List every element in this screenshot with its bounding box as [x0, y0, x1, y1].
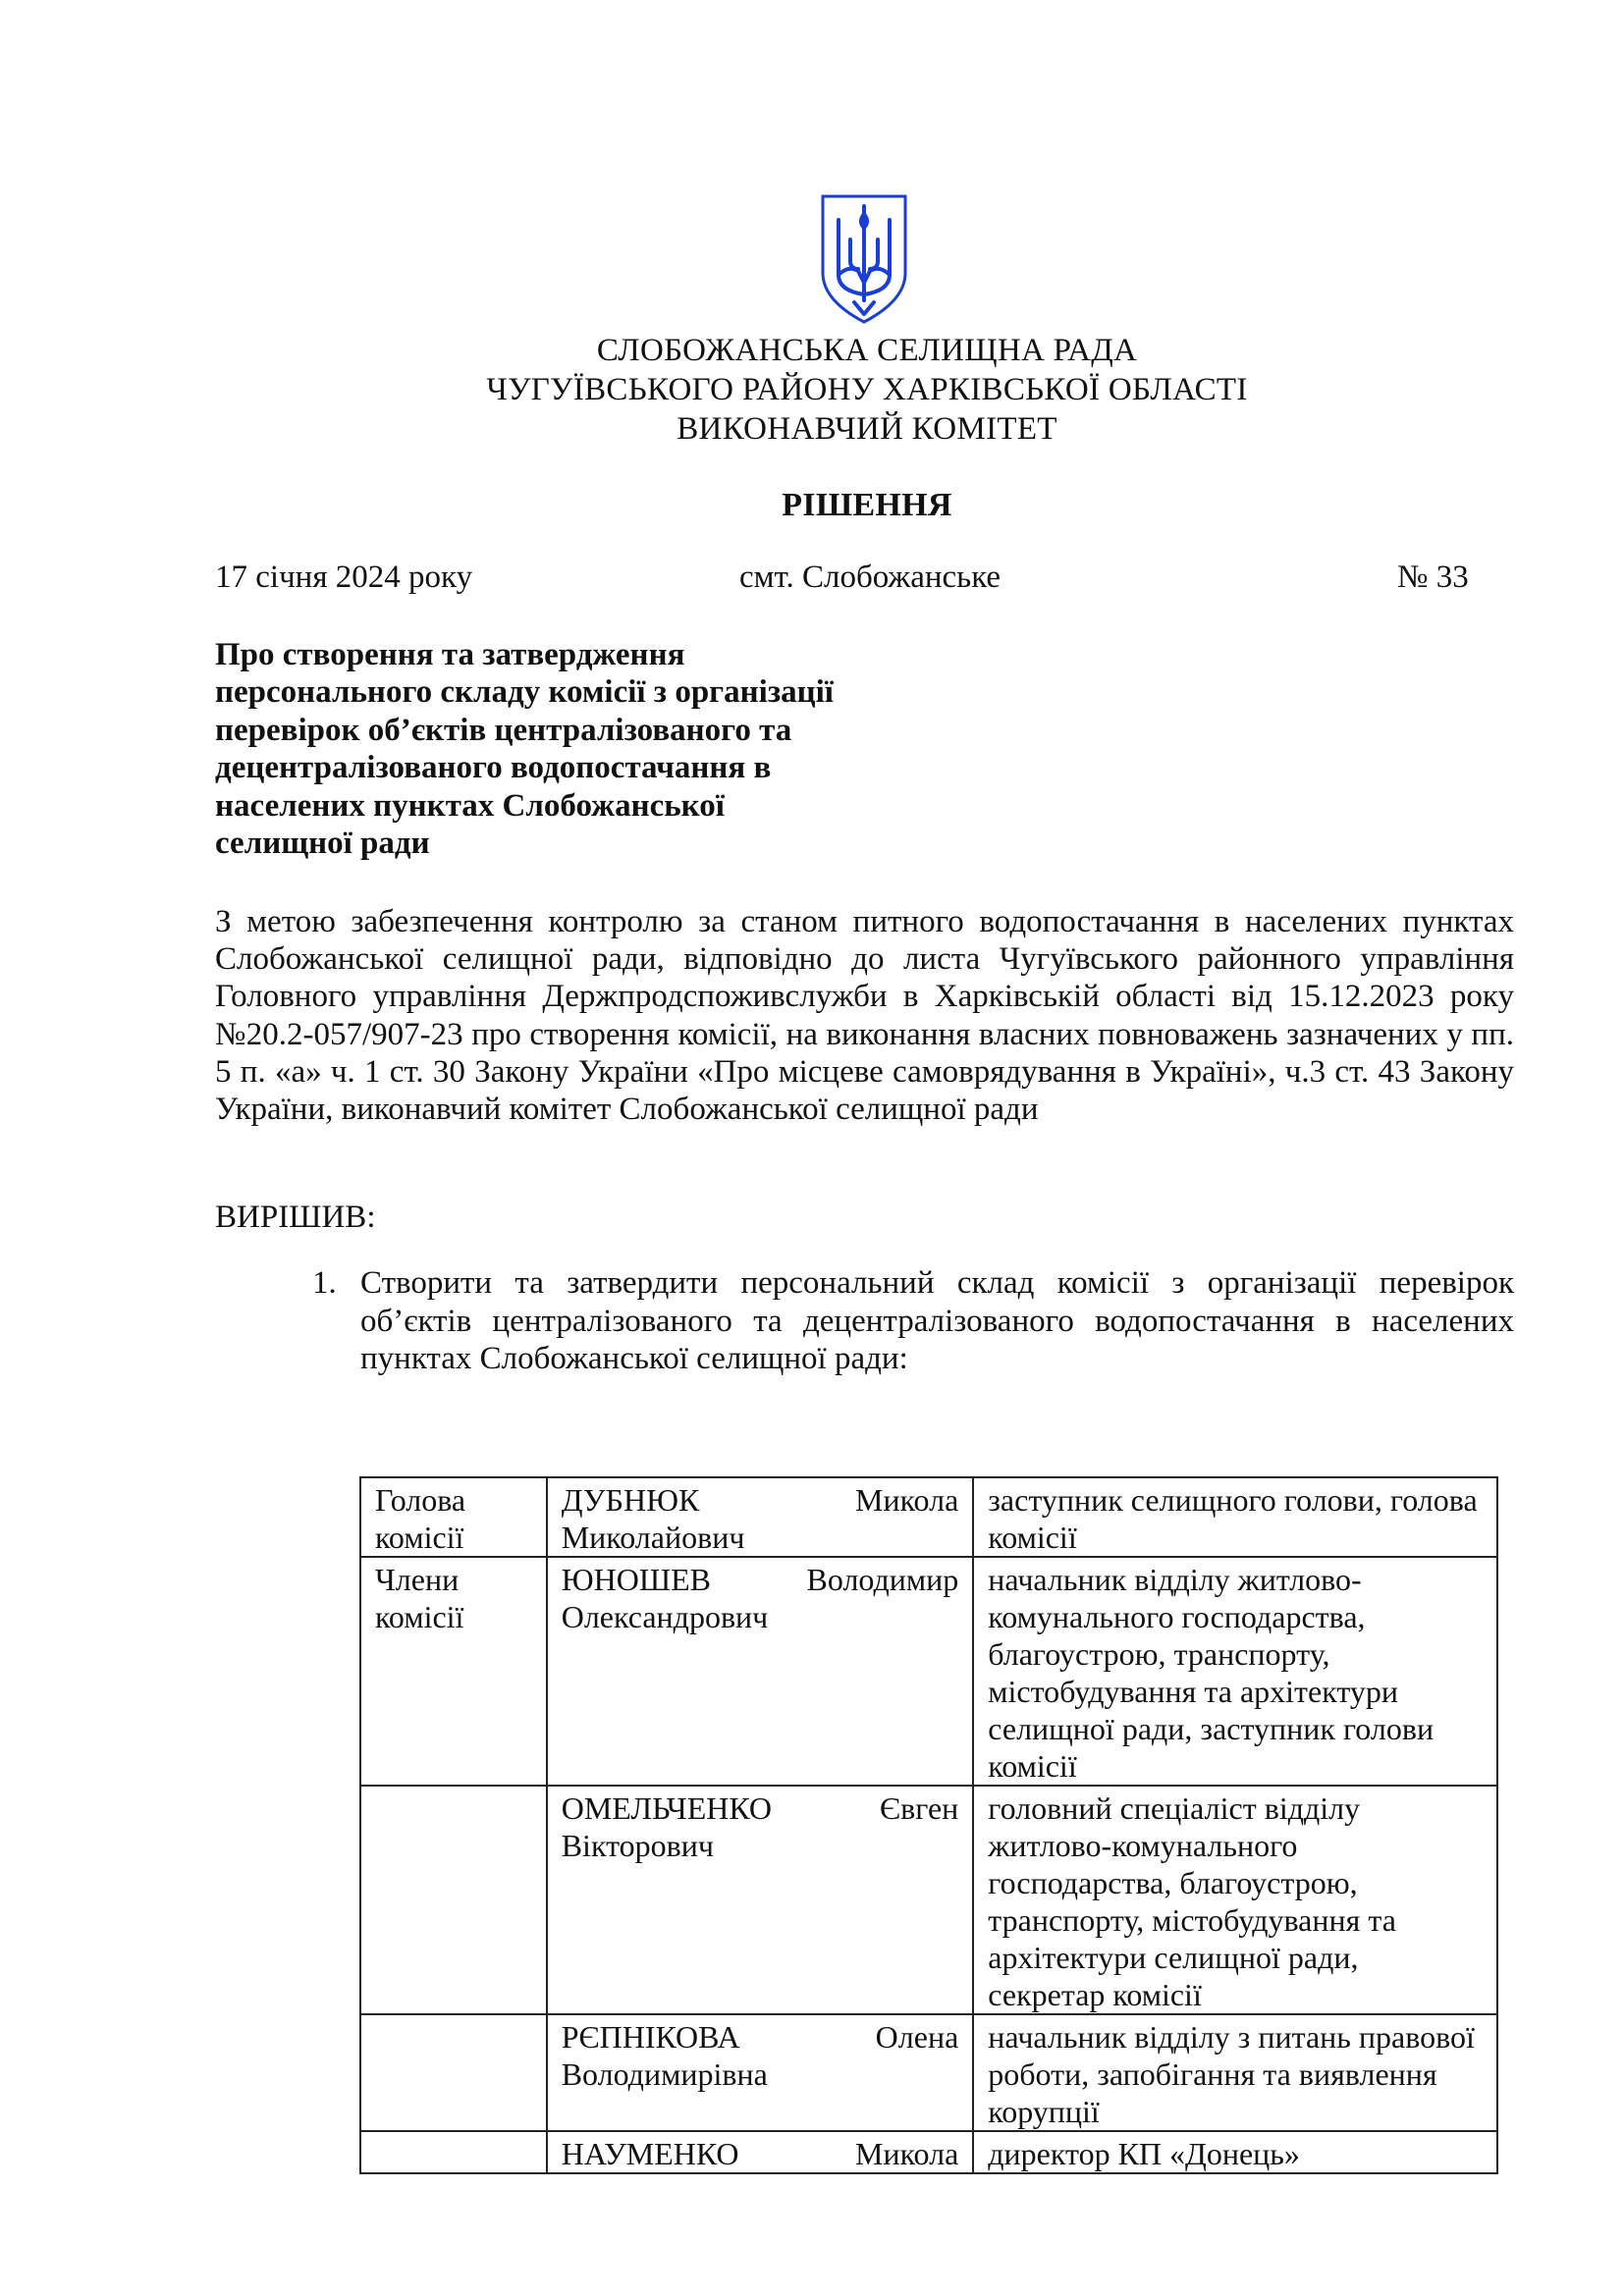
- subject-line: децентралізованого водопостачання в: [215, 750, 772, 786]
- member-surname: ЮНОШЕВ: [561, 1562, 711, 1597]
- member-role: [360, 2014, 547, 2131]
- member-surname: ОМЕЛЬЧЕНКО: [561, 1790, 772, 1826]
- member-first-name: Микола: [855, 1482, 959, 1518]
- member-name: [547, 1477, 974, 1557]
- member-position: директор КП «Донець»: [973, 2131, 1497, 2173]
- member-name: [547, 1786, 974, 2014]
- item-text: Створити та затвердити персональний склад комісії з організації перевірок об’єктів централізованого та децентралізованого водопостачання в населених пунктах Слобожанської селищної ради:: [360, 1265, 1514, 1376]
- coat-of-arms-icon: [819, 192, 909, 326]
- preamble-paragraph: З метою забезпечення контролю за станом питного водопостачання в населених пунктах Слобожанської селищної ради, відповідно до листа Чугуївського районного управління Головного управління Держпродспоживслужби в Харківській області від 15.12.2023 року №20.2-057/907-23 про створення комісії, на виконання власних повноважень зазначених у пп. 5 п. «а» ч. 1 ст. 30 Закону України «Про місцеве самоврядування в Україні», ч.3 ст. 43 Закону України, виконавчий комітет Слобожанської селищної ради: [215, 904, 1514, 1128]
- decision-subject: [215, 636, 922, 862]
- member-position: начальник відділу житлово-комунального господарства, благоустрою, транспорту, містобудування та архітектури селищної ради, заступник голови комісії: [973, 1557, 1497, 1786]
- member-name: [547, 1557, 974, 1786]
- subject-line: перевірок об’єктів централізованого та: [215, 712, 792, 748]
- district-name: ЧУГУЇВСЬКОГО РАЙОНУ ХАРКІВСЬКОЇ ОБЛАСТІ: [486, 372, 1248, 407]
- commission-members-table: [359, 1476, 1498, 2174]
- subject-line: селищної ради: [215, 826, 430, 862]
- member-name: [547, 2014, 974, 2131]
- member-first-name: Олена: [875, 2019, 959, 2055]
- decision-date: 17 січня 2024 року: [215, 560, 473, 595]
- member-role: Члени комісії: [360, 1557, 547, 1786]
- member-first-name: Євген: [880, 1790, 959, 1826]
- member-role: Голова комісії: [360, 1477, 547, 1557]
- table-row: [360, 2131, 1497, 2173]
- table-row: [360, 1557, 1497, 1786]
- member-name: [547, 2131, 974, 2173]
- member-first-name: Володимир: [806, 1562, 959, 1597]
- subject-line: Про створення та затвердження: [215, 637, 685, 672]
- member-patronymic: Вікторович: [561, 1828, 714, 1863]
- subject-line: персонального складу комісії з організації: [215, 674, 834, 711]
- member-position: начальник відділу з питань правової роботи, запобігання та виявлення корупції: [973, 2014, 1497, 2131]
- subject-line: населених пунктах Слобожанської: [215, 787, 725, 824]
- executive-committee: ВИКОНАВЧИЙ КОМІТЕТ: [677, 411, 1057, 447]
- member-patronymic: Олександрович: [561, 1599, 769, 1634]
- member-patronymic: Володимирівна: [561, 2056, 768, 2092]
- item-number: 1.: [312, 1265, 337, 1301]
- member-position: заступник селищного голови, голова комісії: [973, 1477, 1497, 1557]
- table-row: [360, 1477, 1497, 1557]
- document-type: РІШЕННЯ: [782, 487, 952, 523]
- member-position: головний спеціаліст відділу житлово-комунального господарства, благоустрою, транспорту, містобудування та архітектури селищної ради, секретар комісії: [973, 1786, 1497, 2014]
- table-row: [360, 2014, 1497, 2131]
- resolved-heading: ВИРІШИВ:: [215, 1200, 376, 1235]
- member-role: [360, 2131, 547, 2173]
- member-patronymic: Миколайович: [561, 1520, 745, 1555]
- member-surname: НАУМЕНКО: [561, 2136, 739, 2171]
- table-row: [360, 1786, 1497, 2014]
- decision-number: № 33: [1397, 560, 1469, 595]
- council-name: СЛОБОЖАНСЬКА СЕЛИЩНА РАДА: [596, 333, 1138, 368]
- member-surname: ДУБНЮК: [561, 1482, 700, 1518]
- member-first-name: Микола: [855, 2136, 959, 2171]
- member-surname: РЄПНІКОВА: [561, 2019, 740, 2055]
- decision-place: смт. Слобожанське: [739, 560, 1001, 595]
- member-role: [360, 1786, 547, 2014]
